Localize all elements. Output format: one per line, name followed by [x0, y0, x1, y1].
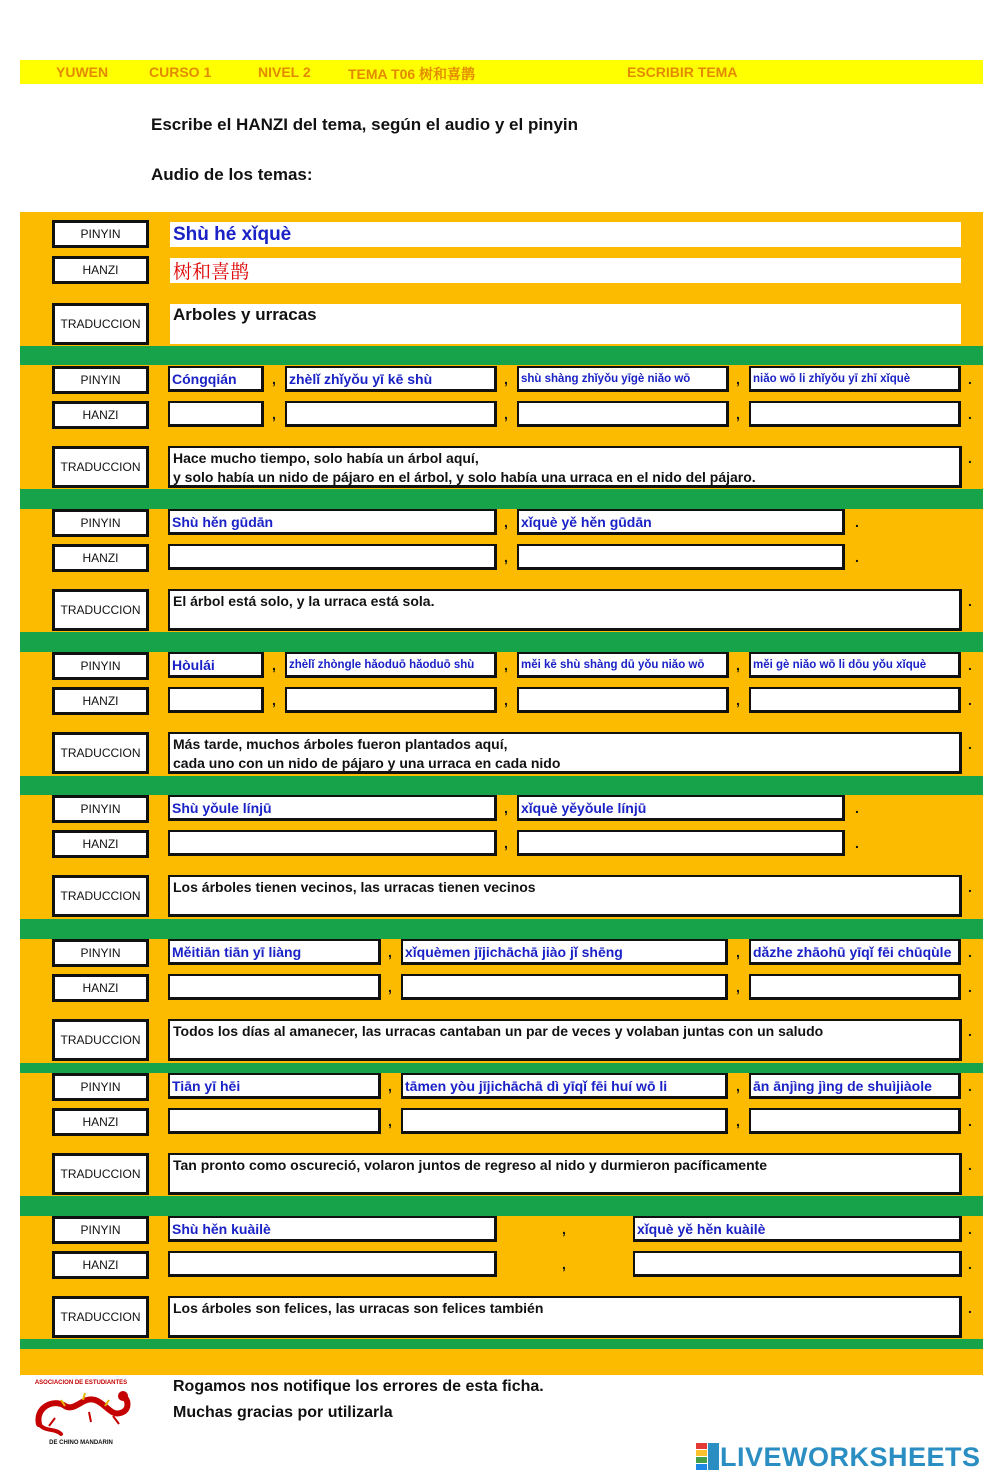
traduccion-box	[168, 732, 962, 774]
liveworksheets-text: LIVEWORKSHEETS	[720, 1441, 981, 1472]
hanzi-input[interactable]	[517, 830, 845, 856]
comma-mark: ,	[736, 406, 740, 422]
label-hanzi: HANZI	[52, 830, 149, 858]
period-mark: .	[968, 1221, 972, 1237]
pinyin-segment: Měitiān tiān yī liàng	[168, 939, 381, 965]
period-mark: .	[968, 1256, 972, 1272]
hanzi-input[interactable]	[517, 401, 729, 427]
traduccion-box	[168, 1296, 962, 1338]
label-pinyin: PINYIN	[52, 652, 149, 680]
green-separator	[20, 919, 983, 939]
comma-mark: ,	[504, 657, 508, 673]
liveworksheets-logo-icon	[696, 1443, 720, 1471]
traduccion-box	[168, 1153, 962, 1195]
label-hanzi: HANZI	[52, 1251, 149, 1279]
logo-top-text: ASOCIACION DE ESTUDIANTES	[34, 1380, 128, 1386]
traduccion-line: Los árboles son felices, las urracas son felices también	[173, 1300, 544, 1316]
hanzi-input[interactable]	[285, 401, 497, 427]
footer-note-errors: Rogamos nos notifique los errores de esta ficha.	[173, 1378, 544, 1395]
pinyin-segment: xǐquè yě hěn kuàilè	[633, 1216, 962, 1242]
comma-mark: ,	[562, 1221, 566, 1237]
hanzi-input[interactable]	[401, 974, 728, 1000]
traduccion-line: y solo había un nido de pájaro en el árbol, y solo había una urraca en el nido del pájaro.	[173, 469, 756, 485]
period-mark: .	[968, 450, 972, 466]
label-hanzi: HANZI	[52, 687, 149, 715]
pinyin-segment: Shù hěn gūdān	[168, 509, 497, 535]
green-separator	[20, 1063, 983, 1073]
traduccion-box	[168, 875, 962, 917]
period-mark: .	[968, 1113, 972, 1129]
comma-mark: ,	[388, 979, 392, 995]
label-pinyin: PINYIN	[52, 1073, 149, 1101]
label-traduccion: TRADUCCION	[52, 1019, 149, 1061]
footer-note-thanks: Muchas gracias por utilizarla	[173, 1404, 393, 1421]
hanzi-input[interactable]	[749, 401, 961, 427]
comma-mark: ,	[388, 944, 392, 960]
traduccion-box	[168, 446, 962, 488]
traduccion-line: Todos los días al amanecer, las urracas cantaban un par de veces y volaban juntas con un saludo	[173, 1023, 824, 1039]
pinyin-segment: xǐquèmen jījichāchā jiào jǐ shēng	[401, 939, 728, 965]
label-traduccion: TRADUCCION	[52, 303, 149, 345]
pinyin-segment: Shù hěn kuàilè	[168, 1216, 497, 1242]
period-mark: .	[855, 835, 859, 851]
comma-mark: ,	[736, 692, 740, 708]
pinyin-segment: dǎzhe zhāohū yīqǐ fēi chūqùle	[749, 939, 961, 965]
hanzi-input[interactable]	[168, 830, 497, 856]
comma-mark: ,	[736, 944, 740, 960]
green-separator	[20, 346, 983, 365]
green-separator	[20, 1196, 983, 1216]
comma-mark: ,	[504, 835, 508, 851]
hanzi-input[interactable]	[633, 1251, 962, 1277]
label-pinyin: PINYIN	[52, 509, 149, 537]
hanzi-input[interactable]	[749, 1108, 961, 1134]
hanzi-input[interactable]	[168, 401, 264, 427]
association-logo	[25, 1378, 137, 1446]
comma-mark: ,	[562, 1256, 566, 1272]
pinyin-segment: zhèlǐ zhòngle hǎoduō hǎoduō shù	[285, 652, 497, 678]
label-traduccion: TRADUCCION	[52, 1153, 149, 1195]
green-separator	[20, 776, 983, 795]
hanzi-input[interactable]	[285, 687, 497, 713]
period-mark: .	[968, 371, 972, 387]
comma-mark: ,	[736, 657, 740, 673]
comma-mark: ,	[504, 549, 508, 565]
label-pinyin: PINYIN	[52, 220, 149, 248]
instruction-text: Escribe el HANZI del tema, según el audio y el pinyin	[151, 115, 579, 134]
comma-mark: ,	[504, 371, 508, 387]
period-mark: .	[968, 944, 972, 960]
header-yuwen: YUWEN	[56, 64, 109, 80]
comma-mark: ,	[736, 1078, 740, 1094]
traduccion-line: El árbol está solo, y la urraca está sola.	[173, 593, 435, 609]
period-mark: .	[968, 657, 972, 673]
comma-mark: ,	[504, 514, 508, 530]
header-tema: TEMA T06 树和喜鹊	[348, 66, 476, 82]
header-nivel: NIVEL 2	[258, 64, 311, 80]
comma-mark: ,	[272, 692, 276, 708]
pinyin-segment: xǐquè yě hěn gūdān	[517, 509, 845, 535]
period-mark: .	[968, 1078, 972, 1094]
traduccion-line: Tan pronto como oscureció, volaron juntos de regreso al nido y durmieron pacíficamente	[173, 1157, 768, 1173]
comma-mark: ,	[272, 406, 276, 422]
comma-mark: ,	[388, 1078, 392, 1094]
hanzi-input[interactable]	[168, 974, 381, 1000]
label-pinyin: PINYIN	[52, 939, 149, 967]
header-escribir-tema: ESCRIBIR TEMA	[627, 64, 738, 80]
pinyin-segment: Tiān yī hēi	[168, 1073, 381, 1099]
period-mark: .	[968, 736, 972, 752]
traduccion-box	[168, 589, 962, 631]
hanzi-input[interactable]	[168, 1108, 381, 1134]
pinyin-segment: tāmen yòu jījichāchā dì yīqǐ fēi huí wō li	[401, 1073, 728, 1099]
traduccion-line: Más tarde, muchos árboles fueron plantados aquí,	[173, 736, 508, 752]
label-hanzi: HANZI	[52, 974, 149, 1002]
header-curso: CURSO 1	[149, 64, 212, 80]
traduccion-line: cada uno con un nido de pájaro y una urraca en cada nido	[173, 755, 561, 771]
comma-mark: ,	[272, 371, 276, 387]
label-traduccion: TRADUCCION	[52, 875, 149, 917]
pinyin-segment: ān ānjìng jìng de shuìjiàole	[749, 1073, 961, 1099]
green-separator	[20, 632, 983, 652]
comma-mark: ,	[736, 1113, 740, 1129]
label-pinyin: PINYIN	[52, 1216, 149, 1244]
comma-mark: ,	[736, 371, 740, 387]
pinyin-segment: xǐquè yěyǒule línjū	[517, 795, 845, 821]
header-bar	[20, 60, 983, 84]
period-mark: .	[968, 692, 972, 708]
period-mark: .	[855, 800, 859, 816]
hanzi-input[interactable]	[168, 544, 497, 570]
pinyin-segment: měi gè niǎo wō li dōu yǒu xǐquè	[749, 652, 961, 678]
hanzi-input[interactable]	[749, 974, 961, 1000]
period-mark: .	[968, 593, 972, 609]
label-hanzi: HANZI	[52, 401, 149, 429]
label-hanzi: HANZI	[52, 256, 149, 284]
label-traduccion: TRADUCCION	[52, 589, 149, 631]
pinyin-segment: zhèlǐ zhǐyǒu yī kē shù	[285, 366, 497, 392]
pinyin-segment: Cóngqián	[168, 366, 264, 392]
comma-mark: ,	[504, 406, 508, 422]
label-pinyin: PINYIN	[52, 795, 149, 823]
green-separator	[20, 1339, 983, 1349]
period-mark: .	[968, 406, 972, 422]
traduccion-box	[168, 1019, 962, 1061]
hanzi-input[interactable]	[517, 687, 729, 713]
green-separator	[20, 489, 983, 509]
hanzi-input[interactable]	[749, 687, 961, 713]
period-mark: .	[968, 1157, 972, 1173]
hanzi-input[interactable]	[517, 544, 845, 570]
traduccion-line: Hace mucho tiempo, solo había un árbol aquí,	[173, 450, 479, 466]
period-mark: .	[968, 1023, 972, 1039]
label-pinyin: PINYIN	[52, 366, 149, 394]
label-traduccion: TRADUCCION	[52, 1296, 149, 1338]
hanzi-input[interactable]	[401, 1108, 728, 1134]
logo-bottom-text: DE CHINO MANDARIN	[49, 1440, 113, 1446]
period-mark: .	[855, 514, 859, 530]
hanzi-input[interactable]	[168, 687, 264, 713]
label-traduccion: TRADUCCION	[52, 732, 149, 774]
title-pinyin: Shù hé xǐquè	[170, 222, 961, 247]
pinyin-segment: Hòulái	[168, 652, 264, 678]
pinyin-segment: Shù yǒule línjū	[168, 795, 497, 821]
title-traduccion: Arboles y urracas	[170, 304, 961, 344]
comma-mark: ,	[504, 800, 508, 816]
period-mark: .	[855, 549, 859, 565]
period-mark: .	[968, 879, 972, 895]
pinyin-segment: niǎo wō li zhǐyǒu yī zhī xǐquè	[749, 366, 961, 392]
pinyin-segment: shù shàng zhǐyǒu yīgè niǎo wō	[517, 366, 729, 392]
period-mark: .	[968, 979, 972, 995]
label-hanzi: HANZI	[52, 1108, 149, 1136]
comma-mark: ,	[504, 692, 508, 708]
comma-mark: ,	[388, 1113, 392, 1129]
traduccion-line: Los árboles tienen vecinos, las urracas tienen vecinos	[173, 879, 536, 895]
pinyin-segment: měi kē shù shàng dū yǒu niǎo wō	[517, 652, 729, 678]
comma-mark: ,	[272, 657, 276, 673]
period-mark: .	[968, 1300, 972, 1316]
hanzi-input[interactable]	[168, 1251, 497, 1277]
title-hanzi: 树和喜鹊	[170, 258, 961, 283]
audio-label: Audio de los temas:	[151, 165, 313, 184]
comma-mark: ,	[736, 979, 740, 995]
label-hanzi: HANZI	[52, 544, 149, 572]
liveworksheets-brand[interactable]	[696, 1441, 981, 1473]
label-traduccion: TRADUCCION	[52, 446, 149, 488]
